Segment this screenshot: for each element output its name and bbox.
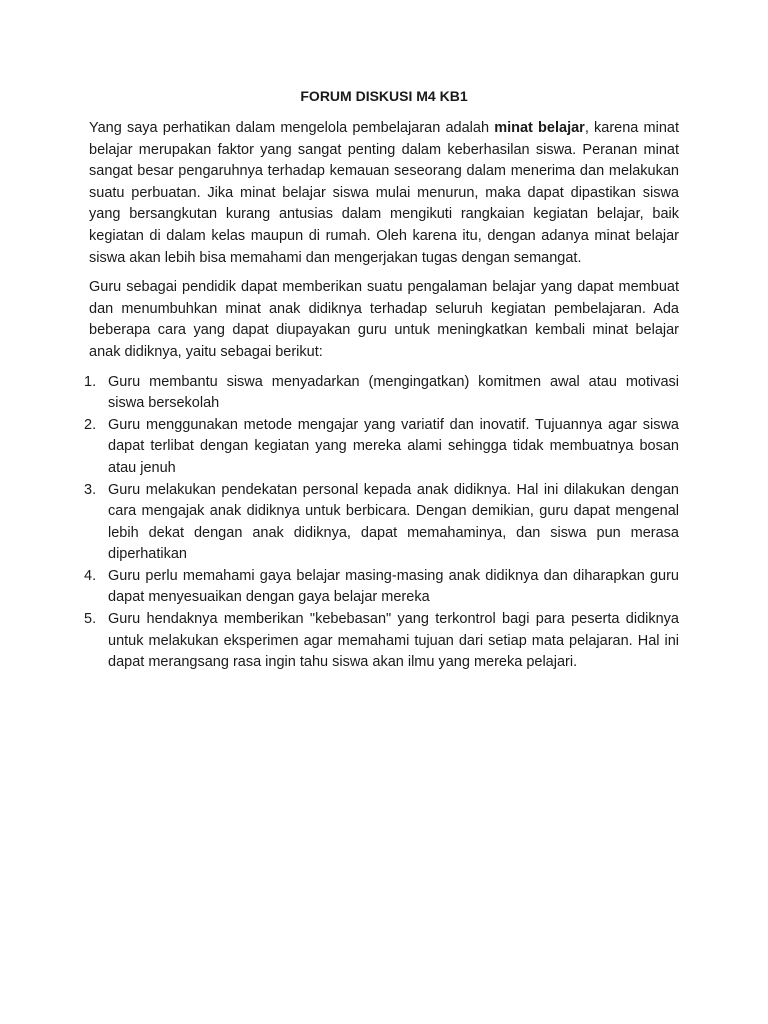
paragraph-1-text-start: Yang saya perhatikan dalam mengelola pembelajaran adalah <box>89 120 495 136</box>
list-item-text: Guru membantu siswa menyadarkan (mengingatkan) komitmen awal atau motivasi siswa bersekolah <box>108 373 679 412</box>
list-item <box>84 415 679 480</box>
list-item-number: 5. <box>84 611 97 628</box>
paragraph-1 <box>89 118 679 269</box>
paragraph-1-text-end: , karena minat belajar merupakan faktor yang sangat penting dalam keberhasilan siswa. Peranan minat sangat besar pengaruhnya terhadap kemauan seseorang dalam menerima dan melakukan suatu perbuatan. Jika minat belajar siswa mulai menurun, maka dapat dipastikan siswa yang bersangkutan kurang antusias dalam mengikuti rangkaian kegiatan belajar, baik kegiatan di dalam kelas maupun di rumah. Oleh karena itu, dengan adanya minat belajar siswa akan lebih bisa memahami dan mengerjakan tugas dengan semangat. <box>89 120 679 266</box>
paragraph-2: Guru sebagai pendidik dapat memberikan suatu pengalaman belajar yang dapat membuat dan menumbuhkan minat anak didiknya terhadap seluruh kegiatan pembelajaran. Ada beberapa cara yang dapat diupayakan guru untuk meningkatkan kembali minat belajar anak didiknya, yaitu sebagai berikut: <box>89 279 679 360</box>
numbered-list <box>84 372 679 674</box>
document-title: FORUM DISKUSI M4 KB1 <box>300 88 468 104</box>
list-item-number: 1. <box>84 373 97 390</box>
list-item <box>84 372 679 415</box>
list-item <box>84 566 679 609</box>
paragraph-1-bold-text: minat belajar <box>494 120 585 136</box>
list-item-number: 2. <box>84 416 97 433</box>
list-item <box>84 480 679 566</box>
list-item-text: Guru perlu memahami gaya belajar masing-masing anak didiknya dan diharapkan guru dapat menyesuaikan dengan gaya belajar mereka <box>108 567 679 606</box>
list-item-text: Guru melakukan pendekatan personal kepada anak didiknya. Hal ini dilakukan dengan cara mengajak anak didiknya untuk berbicara. Dengan demikian, guru dapat mengenal lebih dekat dengan anak didiknya, dapat memahaminya, dan siswa pun merasa diperhatikan <box>108 481 679 563</box>
list-item <box>84 609 679 674</box>
list-item-number: 3. <box>84 481 97 498</box>
list-item-text: Guru menggunakan metode mengajar yang variatif dan inovatif. Tujuannya agar siswa dapat terlibat dengan kegiatan yang mereka alami sehingga tidak membuatnya bosan atau jenuh <box>108 416 679 476</box>
list-item-number: 4. <box>84 567 97 584</box>
document-page <box>84 86 679 674</box>
list-item-text: Guru hendaknya memberikan "kebebasan" yang terkontrol bagi para peserta didiknya untuk melakukan eksperimen agar memahami tujuan dari setiap mata pelajaran. Hal ini dapat merangsang rasa ingin tahu siswa akan ilmu yang mereka pelajari. <box>108 611 679 671</box>
